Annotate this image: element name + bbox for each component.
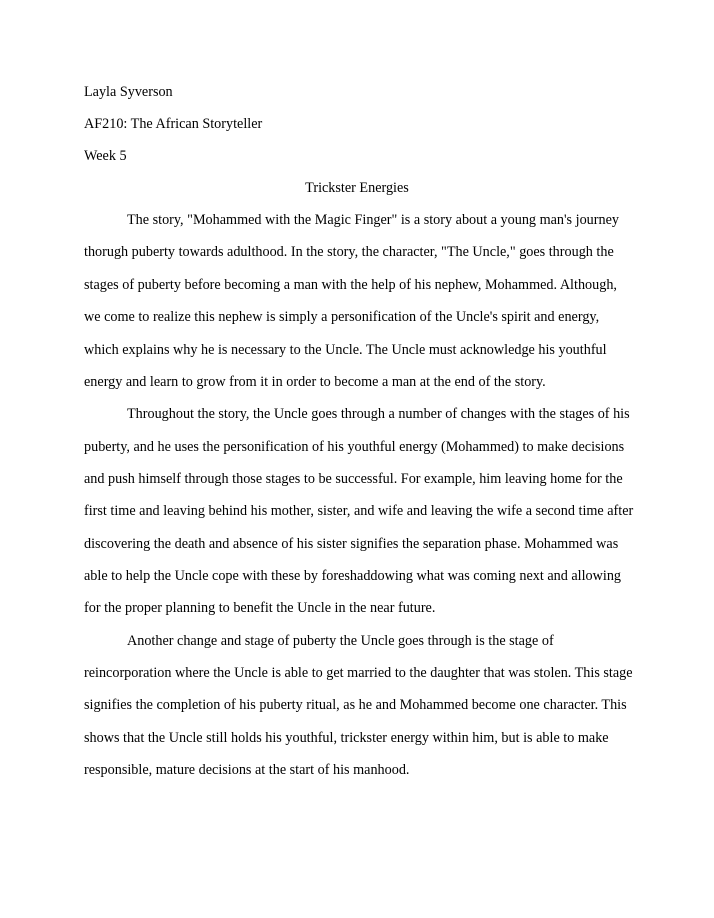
- paragraph-3-line-2: reincorporation where the Uncle is able to get married to the daughter that was stolen. This stage: [84, 665, 633, 681]
- week-label: Week 5: [84, 148, 127, 164]
- paragraph-1-line-1: The story, "Mohammed with the Magic Finger" is a story about a young man's journey: [127, 212, 619, 228]
- paragraph-1-line-5: which explains why he is necessary to the Uncle. The Uncle must acknowledge his youthful: [84, 342, 607, 358]
- paragraph-3-line-1: Another change and stage of puberty the Uncle goes through is the stage of: [127, 633, 554, 649]
- paragraph-2-line-6: able to help the Uncle cope with these by foreshaddowing what was coming next and allowing: [84, 568, 622, 584]
- paragraph-3-line-3: signifies the completion of his puberty ritual, as he and Mohammed become one character. This: [84, 697, 627, 713]
- paragraph-2-line-2: puberty, and he uses the personification of his youthful energy (Mohammed) to make decisions: [84, 439, 625, 455]
- paragraph-2-line-4: first time and leaving behind his mother, sister, and wife and leaving the wife a second time after: [84, 503, 634, 519]
- paragraph-3-line-5: responsible, mature decisions at the start of his manhood.: [84, 762, 410, 778]
- paragraph-1-line-3: stages of puberty before becoming a man with the help of his nephew, Mohammed. Although,: [84, 277, 617, 293]
- paragraph-2-line-3: and push himself through those stages to be successful. For example, him leaving home for the: [84, 471, 623, 487]
- paragraph-1-line-4: we come to realize this nephew is simply a personification of the Uncle's spirit and energy,: [84, 309, 600, 325]
- essay-title: Trickster Energies: [305, 180, 409, 196]
- paragraph-2-line-1: Throughout the story, the Uncle goes through a number of changes with the stages of his: [127, 406, 630, 422]
- paragraph-1-line-6: energy and learn to grow from it in order to become a man at the end of the story.: [84, 374, 546, 390]
- author-name: Layla Syverson: [84, 84, 173, 100]
- paragraph-2-line-7: for the proper planning to benefit the Uncle in the near future.: [84, 600, 436, 616]
- paragraph-3-line-4: shows that the Uncle still holds his youthful, trickster energy within him, but is able to make: [84, 730, 609, 746]
- paragraph-2-line-5: discovering the death and absence of his sister signifies the separation phase. Mohammed was: [84, 536, 619, 552]
- course-name: AF210: The African Storyteller: [84, 116, 263, 132]
- paragraph-1-line-2: thorugh puberty towards adulthood. In the story, the character, "The Uncle," goes through the: [84, 244, 614, 260]
